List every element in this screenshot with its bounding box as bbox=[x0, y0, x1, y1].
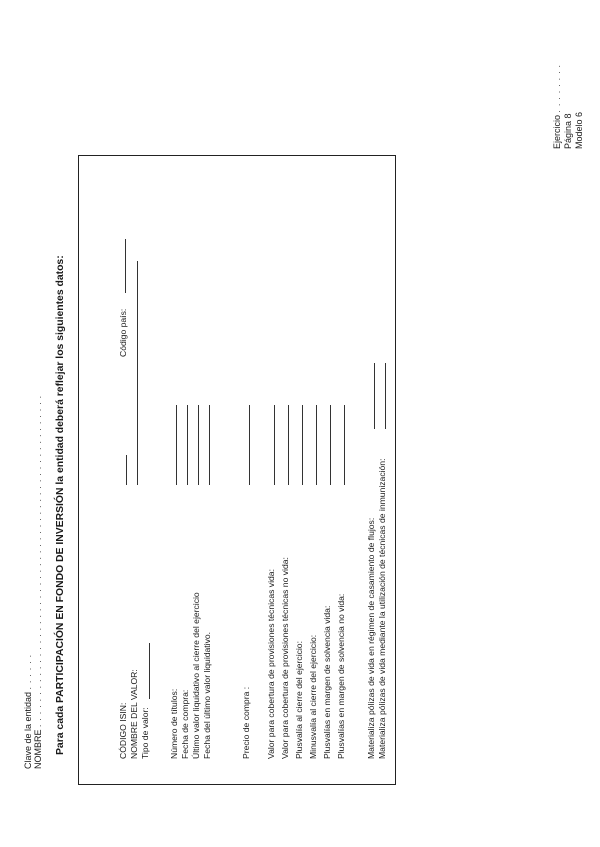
ultimo-valor-label: Último valor liquidativo al cierre del ejercicio bbox=[191, 592, 201, 759]
nombre-entidad bbox=[33, 395, 44, 769]
fecha-compra-line bbox=[187, 405, 188, 485]
nombre-dots: . . . . . . . . . . . . . . . . . . . . . . . . . . . . . . . . . . . . . . . . . . . . . . . . . . . . bbox=[34, 395, 43, 727]
instruction-prefix: Para cada bbox=[55, 703, 66, 755]
instruction-highlight: PARTICIPACIÓN EN FONDO DE INVERSIÓN bbox=[55, 487, 66, 703]
minusvalia-cierre-line bbox=[316, 405, 317, 485]
clave-label: Clave de la entidad bbox=[23, 691, 33, 769]
numero-titulos-label: Número de títulos: bbox=[169, 688, 179, 759]
valor-cobertura-no-vida-label: Valor para cobertura de provisiones técnicas no vida: bbox=[280, 557, 290, 759]
materializa-inmunizacion-label: Materializa pólizas de vida mediante la utilización de técnicas de inmunización: bbox=[377, 458, 387, 759]
plusvalia-cierre-line bbox=[302, 405, 303, 485]
ejercicio-dots: . . . . . . . . bbox=[553, 64, 562, 113]
plusvalia-solvencia-no-vida-line bbox=[344, 405, 345, 485]
codigo-pais-line bbox=[125, 239, 126, 293]
nombre-valor-line bbox=[137, 261, 138, 485]
tipo-valor-label: Tipo de valor: bbox=[140, 707, 150, 759]
precio-compra-line bbox=[249, 405, 250, 485]
codigo-isin-label: CÓDIGO ISIN: bbox=[118, 702, 128, 759]
clave-dots: . . . . . . bbox=[24, 653, 33, 690]
materializa-inmunizacion-line bbox=[385, 363, 386, 429]
codigo-pais-label: Código país: bbox=[118, 308, 128, 357]
codigo-isin-line bbox=[126, 455, 127, 485]
plusvalia-solvencia-vida-label: Plusvalías en margen de solvencia vida: bbox=[322, 605, 332, 759]
materializa-casamiento-line bbox=[374, 363, 375, 429]
fecha-ultimo-valor-label: Fecha del último valor liquidativo. bbox=[202, 631, 212, 759]
modelo-label: Modelo 6 bbox=[574, 111, 584, 149]
materializa-casamiento-label: Materializa pólizas de vida en régimen de casamiento de flujos: bbox=[366, 517, 376, 759]
valor-cobertura-no-vida-line bbox=[288, 405, 289, 485]
nombre-valor-label: NOMBRE DEL VALOR: bbox=[129, 669, 139, 759]
instruction-suffix: la entidad deberá reflejar los siguientes datos: bbox=[55, 255, 66, 488]
numero-titulos-line bbox=[176, 405, 177, 485]
plusvalia-solvencia-no-vida-label: Plusvalías en margen de solvencia no vida: bbox=[336, 593, 346, 759]
ejercicio-label: Ejercicio bbox=[552, 114, 562, 149]
ultimo-valor-line bbox=[198, 405, 199, 485]
ejercicio-field bbox=[552, 64, 563, 149]
fecha-ultimo-valor-line bbox=[209, 405, 210, 485]
instruction-title bbox=[55, 255, 66, 755]
minusvalia-cierre-label: Minusvalía al cierre del ejercicio: bbox=[308, 634, 318, 759]
valor-cobertura-vida-line bbox=[274, 405, 275, 485]
pagina-label: Página 8 bbox=[563, 113, 573, 149]
valor-cobertura-vida-label: Valor para cobertura de provisiones técnicas vida: bbox=[266, 569, 276, 759]
tipo-valor-line bbox=[149, 643, 150, 699]
nombre-label: NOMBRE bbox=[33, 729, 43, 769]
fecha-compra-label: Fecha de compra: bbox=[180, 689, 190, 759]
precio-compra-label: Precio de compra : bbox=[241, 686, 251, 759]
plusvalia-solvencia-vida-line bbox=[330, 405, 331, 485]
plusvalia-cierre-label: Plusvalía al cierre del ejercicio: bbox=[294, 641, 304, 759]
